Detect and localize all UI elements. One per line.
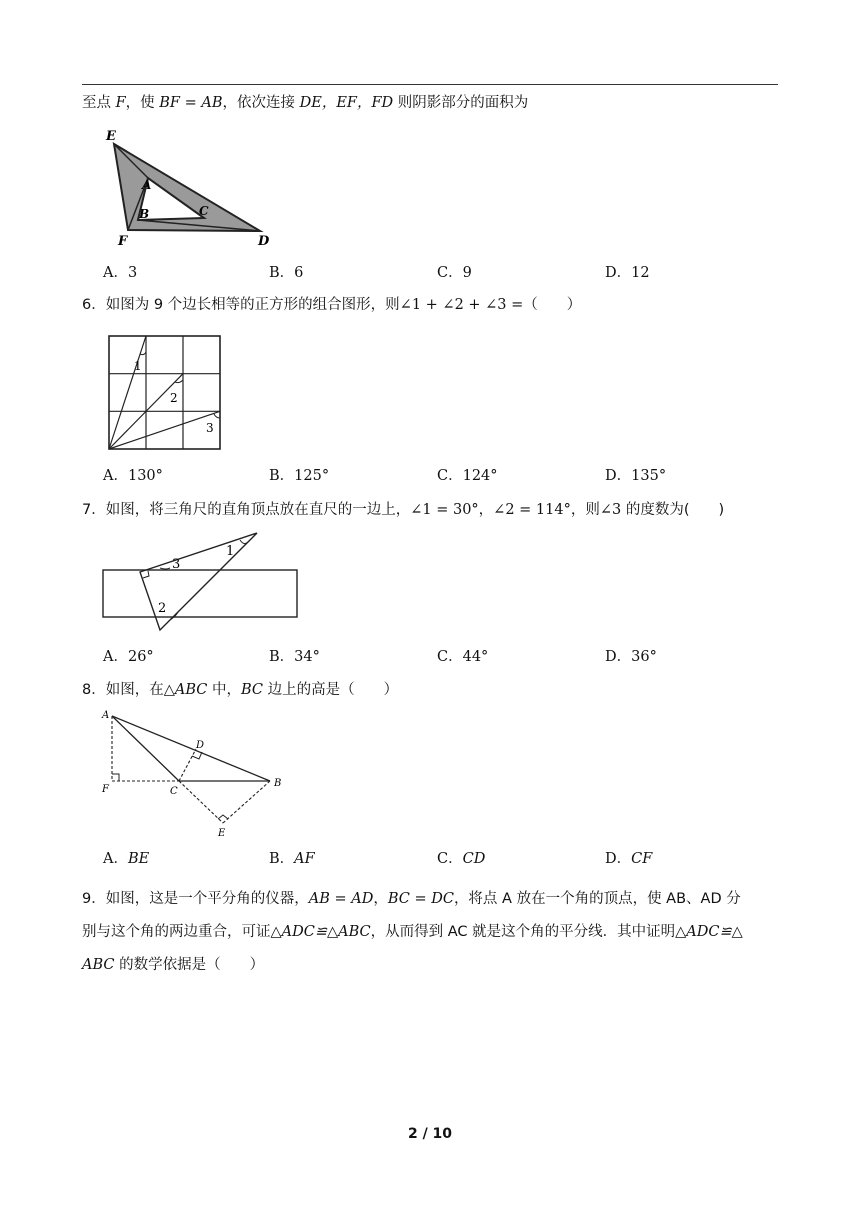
- page-number: 2 / 10: [407, 1126, 453, 1142]
- q5-label-a: A: [142, 178, 152, 192]
- q7-text: 7．如图，将三角尺的直角顶点放在直尺的一边上，: [82, 502, 411, 518]
- q7-angle-2: 2: [158, 601, 167, 616]
- q8-label-b: B: [274, 778, 282, 789]
- q5-figure: [100, 124, 285, 252]
- q5-text: 则阴影部分的面积为: [393, 95, 529, 111]
- q8-label-a: A: [102, 710, 110, 721]
- q7-option-b[interactable]: B．34°: [269, 649, 320, 665]
- q7-option-a[interactable]: A．26°: [103, 649, 154, 665]
- q6-option-d[interactable]: D．135°: [605, 468, 667, 484]
- q7-stem: [82, 500, 724, 520]
- q7-angle-1: 1: [226, 544, 235, 559]
- q9-line-1: 9．如图，这是一个平分角的仪器，AB = AD，BC = DC，将点 A 放在一个角的顶点，使 AB、AD 分: [82, 891, 741, 907]
- q6-math: ∠1 + ∠2 + ∠3 =: [399, 297, 524, 313]
- q5-label-d: D: [258, 234, 270, 249]
- q8-text: 中，: [207, 682, 241, 698]
- q5-label-c: C: [199, 204, 209, 218]
- q9-line-2: 别与这个角的两边重合，可证△ADC≌△ABC，从而得到 AC 就是这个角的平分线．其中证明△ADC≌△: [82, 924, 743, 940]
- q6-option-b[interactable]: B．125°: [269, 468, 330, 484]
- q6-angle-2: 2: [170, 391, 178, 405]
- q8-stem: [82, 680, 398, 700]
- q5-option-d[interactable]: D．12: [605, 265, 650, 281]
- q8-label-e: E: [218, 828, 226, 838]
- q6-option-a[interactable]: A．130°: [103, 468, 163, 484]
- q5-text: ，依次连接: [222, 95, 300, 111]
- q7-text: ，则: [570, 502, 600, 518]
- q7-text: 的度数为( ): [621, 502, 725, 518]
- q5-option-b[interactable]: B．6: [269, 265, 304, 281]
- q6-option-c[interactable]: C．124°: [437, 468, 498, 484]
- q8-math: △ABC: [163, 682, 208, 698]
- q5-option-a[interactable]: A．3: [103, 265, 138, 281]
- q7-option-c[interactable]: C．44°: [437, 649, 489, 665]
- q5-math: DE，EF，FD: [299, 95, 394, 111]
- q8-label-c: C: [170, 786, 178, 797]
- q6-angle-3: 3: [206, 421, 214, 435]
- q8-label-f: F: [102, 784, 109, 795]
- q5-text: ，使: [125, 95, 160, 111]
- q5-label-f: F: [118, 234, 128, 249]
- header-rule: [82, 84, 778, 85]
- q6-text: 6．如图为 9 个边长相等的正方形的组合图形，则: [82, 297, 400, 313]
- q5-text: 至点: [82, 95, 116, 111]
- q5-stem: [82, 93, 528, 113]
- q8-label-d: D: [196, 740, 205, 751]
- q8-figure: [100, 706, 290, 838]
- q7-math: ∠1 = 30°，∠2 = 114°: [410, 502, 571, 518]
- q8-text: 边上的高是（ ）: [263, 682, 399, 698]
- q9-line-3: ABC 的数学依据是（ ）: [82, 957, 265, 973]
- q7-figure: [100, 528, 300, 634]
- q6-blank: （ ）: [523, 297, 582, 313]
- q5-math: F: [115, 95, 126, 111]
- q5-label-e: E: [106, 129, 116, 144]
- q8-text: 8．如图，在: [82, 682, 164, 698]
- q5-option-c[interactable]: C．9: [437, 265, 472, 281]
- q8-option-c[interactable]: C．CD: [437, 851, 486, 867]
- q5-math: BF = AB: [159, 95, 223, 111]
- q6-stem: [82, 295, 581, 315]
- q8-option-d[interactable]: D．CF: [605, 851, 653, 867]
- q6-angle-1: 1: [134, 359, 142, 373]
- q7-angle-3: 3: [172, 557, 181, 572]
- q6-figure: [104, 332, 224, 452]
- q8-option-b[interactable]: B．AF: [269, 851, 315, 867]
- q7-math: ∠3: [599, 502, 622, 518]
- q8-math: BC: [241, 682, 264, 698]
- q5-label-b: B: [139, 207, 150, 221]
- q7-option-d[interactable]: D．36°: [605, 649, 657, 665]
- q8-option-a[interactable]: A．BE: [103, 851, 150, 867]
